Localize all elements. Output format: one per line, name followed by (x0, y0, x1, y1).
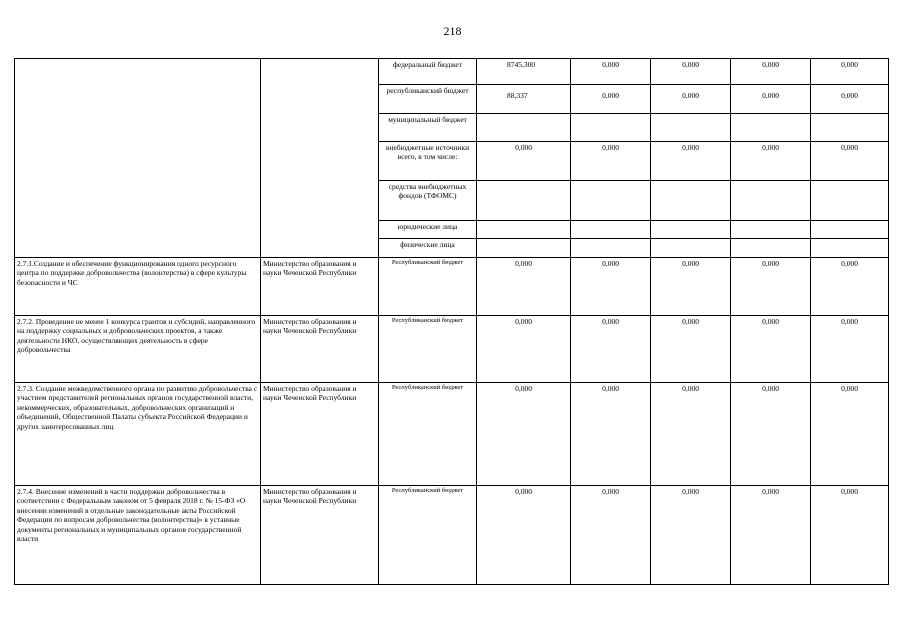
value-cell: 0,000 (811, 85, 889, 114)
value-cell: 0,000 (731, 85, 811, 114)
value-cell: 0,000 (477, 258, 571, 316)
value-cell: 0,000 (571, 383, 651, 486)
value-cell (731, 114, 811, 142)
value-cell (477, 114, 571, 142)
value-cell: 0,000 (477, 316, 571, 383)
activity-description: 2.7.3. Создание межведомственного органа по развитию добровольчества с участием представителей региональных органов государственной власти, некоммерческих, образовательных, добровольческих организаций и объединений, Общественной Палаты субъекта Российской Федерации и других заинтересованных лиц (15, 383, 261, 486)
value-cell: 0,000 (731, 383, 811, 486)
value-cell: 0,000 (477, 383, 571, 486)
value-cell (477, 181, 571, 221)
value-cell: 0,000 (731, 258, 811, 316)
value-cell: 0,000 (651, 486, 731, 585)
value-cell: 0,000 (571, 85, 651, 114)
table-row (15, 59, 889, 85)
value-cell: 0,000 (811, 142, 889, 181)
value-cell (477, 221, 571, 239)
value-cell: 0,000 (811, 258, 889, 316)
value-cell: 0,000 (571, 316, 651, 383)
value-cell (571, 239, 651, 258)
value-cell (571, 221, 651, 239)
value-cell: 0,000 (731, 316, 811, 383)
value-cell: 0,000 (731, 59, 811, 85)
value-cell (651, 221, 731, 239)
value-cell: 0,000 (731, 486, 811, 585)
value-cell (571, 181, 651, 221)
funding-source: юридические лица (379, 221, 477, 239)
funding-source: физические лица (379, 239, 477, 258)
activity-description: 2.7.4. Внесение изменений в части поддержки добровольчества в соответствии с Федеральным законом от 5 февраля 2018 г. № 15-ФЗ «О внесении изменений в отдельные законодательные акты Российской Федерации по вопросам добровольчества (волонтерства)» в уставные документы региональных и муниципальных органов государственной власти (15, 486, 261, 585)
responsible-executor: Министерство образования и науки Чеченской Республики (261, 486, 379, 585)
budget-table (14, 58, 889, 585)
table-row (15, 486, 889, 585)
table-row (15, 383, 889, 486)
responsible-executor: Министерство образования и науки Чеченской Республики (261, 316, 379, 383)
value-cell: 88,337 (477, 85, 571, 114)
funding-source: Республиканский бюджет (379, 258, 477, 316)
responsible-executor: Министерство образования и науки Чеченской Республики (261, 258, 379, 316)
funding-source: средства внебюджетных фондов (ТФОМС) (379, 181, 477, 221)
value-cell (811, 239, 889, 258)
value-cell: 0,000 (811, 486, 889, 585)
value-cell: 0,000 (651, 85, 731, 114)
value-cell (811, 114, 889, 142)
value-cell (731, 181, 811, 221)
funding-source: республиканский бюджет (379, 85, 477, 114)
table-row (15, 258, 889, 316)
value-cell: 0,000 (477, 142, 571, 181)
value-cell: 0,000 (651, 383, 731, 486)
value-cell (731, 239, 811, 258)
value-cell: 0,000 (651, 258, 731, 316)
value-cell: 0,000 (811, 59, 889, 85)
responsible-executor: Министерство образования и науки Чеченской Республики (261, 383, 379, 486)
value-cell: 0,000 (571, 258, 651, 316)
value-cell: 0,000 (571, 142, 651, 181)
funding-source: Республиканский бюджет (379, 316, 477, 383)
value-cell (651, 181, 731, 221)
value-cell: 0,000 (731, 142, 811, 181)
value-cell: 0,000 (651, 59, 731, 85)
value-cell: 8745,300 (477, 59, 571, 85)
continued-description-cell (15, 59, 261, 258)
value-cell: 0,000 (651, 316, 731, 383)
page-number: 218 (443, 24, 462, 38)
activity-description: 2.7.1.Создание и обеспечение функционирования одного ресурсного центра по поддержке добровольчества (волонтерства) в сфере культуры безопасности и ЧС (15, 258, 261, 316)
funding-source: внебюджетные источники всего, в том числе: (379, 142, 477, 181)
continued-responsible-cell (261, 59, 379, 258)
value-cell: 0,000 (477, 486, 571, 585)
activity-description: 2.7.2. Проведение не менее 1 конкурса грантов и субсидий, направленного на поддержку социальных и добровольческих проектов, а также деятельности НКО, осуществляющих деятельность в сфере добровольчества (15, 316, 261, 383)
value-cell (571, 114, 651, 142)
value-cell (731, 221, 811, 239)
funding-source: Республиканский бюджет (379, 383, 477, 486)
value-cell (651, 239, 731, 258)
funding-source: муниципальный бюджет (379, 114, 477, 142)
value-cell (477, 239, 571, 258)
value-cell: 0,000 (811, 383, 889, 486)
value-cell (811, 181, 889, 221)
value-cell: 0,000 (811, 316, 889, 383)
value-cell: 0,000 (651, 142, 731, 181)
funding-source: федеральный бюджет (379, 59, 477, 85)
value-cell: 0,000 (571, 59, 651, 85)
value-cell (651, 114, 731, 142)
funding-source: Республиканский бюджет (379, 486, 477, 585)
value-cell (811, 221, 889, 239)
value-cell: 0,000 (571, 486, 651, 585)
table-row (15, 316, 889, 383)
